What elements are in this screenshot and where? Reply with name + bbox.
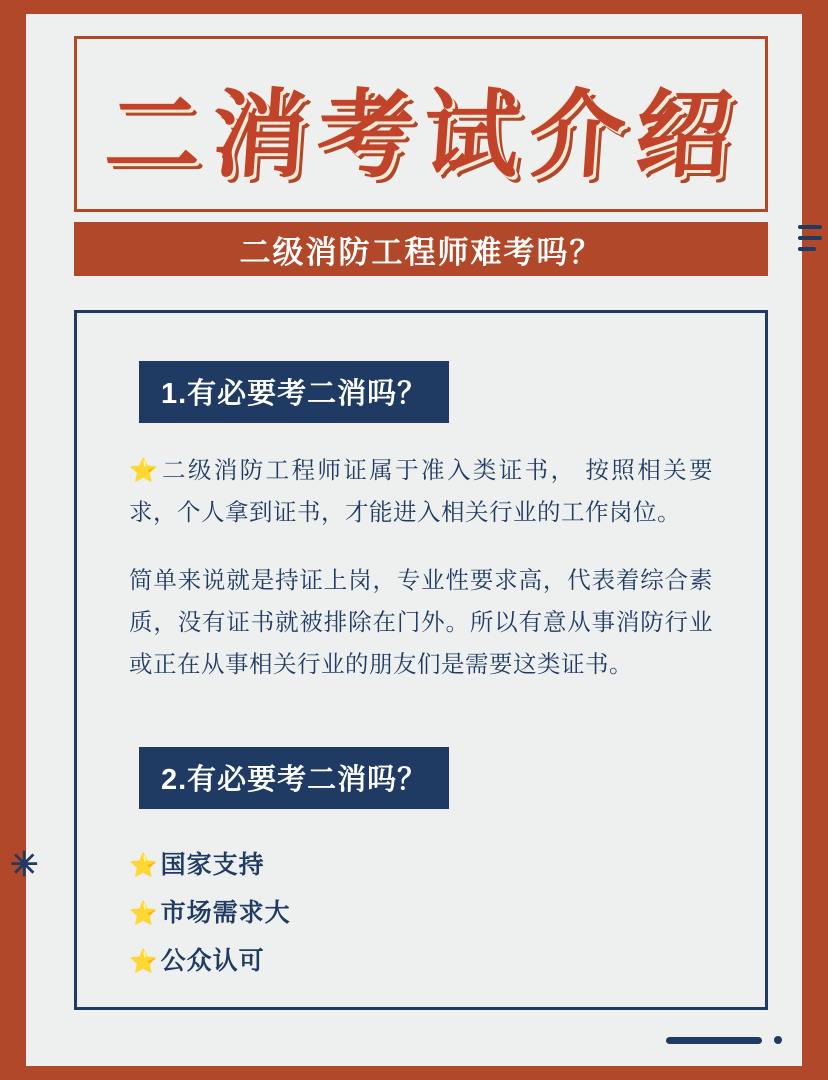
list-item-label: 市场需求大: [160, 899, 291, 927]
list-item-label: 国家支持: [160, 851, 265, 879]
page-indicator-dot: [774, 1036, 782, 1044]
page-indicator: [666, 1036, 782, 1044]
list-item: [129, 889, 713, 937]
page-title: 二消考试介绍: [101, 77, 746, 191]
list-item-label: 公众认可: [160, 947, 265, 975]
menu-lines-icon: [798, 225, 822, 265]
asterisk-icon: ✳: [10, 846, 39, 884]
section-1-paragraph-1: [129, 449, 713, 533]
section-1-paragraph-1-text: 二级消防工程师证属于准入类证书， 按照相关要求，个人拿到证书，才能进入相关行业的工作岗位。: [129, 457, 714, 525]
content-card: [74, 310, 768, 1010]
list-item: [129, 937, 713, 985]
subtitle-banner: [74, 222, 768, 276]
subtitle-text: 二级消防工程师难考吗？: [239, 234, 603, 270]
list-item: [129, 841, 713, 889]
menu-line: [798, 236, 822, 240]
menu-line: [798, 225, 822, 229]
page-indicator-bar: [666, 1037, 762, 1044]
title-frame: [74, 36, 768, 212]
benefit-list: [129, 841, 713, 985]
star-icon: ⭐: [129, 900, 159, 926]
section-heading-2: 2.有必要考二消吗？: [139, 747, 449, 809]
star-icon: ⭐: [129, 852, 159, 878]
star-icon: ⭐: [129, 948, 159, 974]
menu-line: [798, 247, 816, 251]
star-icon: ⭐: [129, 457, 161, 483]
section-1-paragraph-2: 简单来说就是持证上岗，专业性要求高，代表着综合素质，没有证书就被排除在门外。所以有意从事消防行业或正在从事相关行业的朋友们是需要这类证书。: [129, 567, 713, 677]
section-heading-1: 1.有必要考二消吗？: [139, 361, 449, 423]
